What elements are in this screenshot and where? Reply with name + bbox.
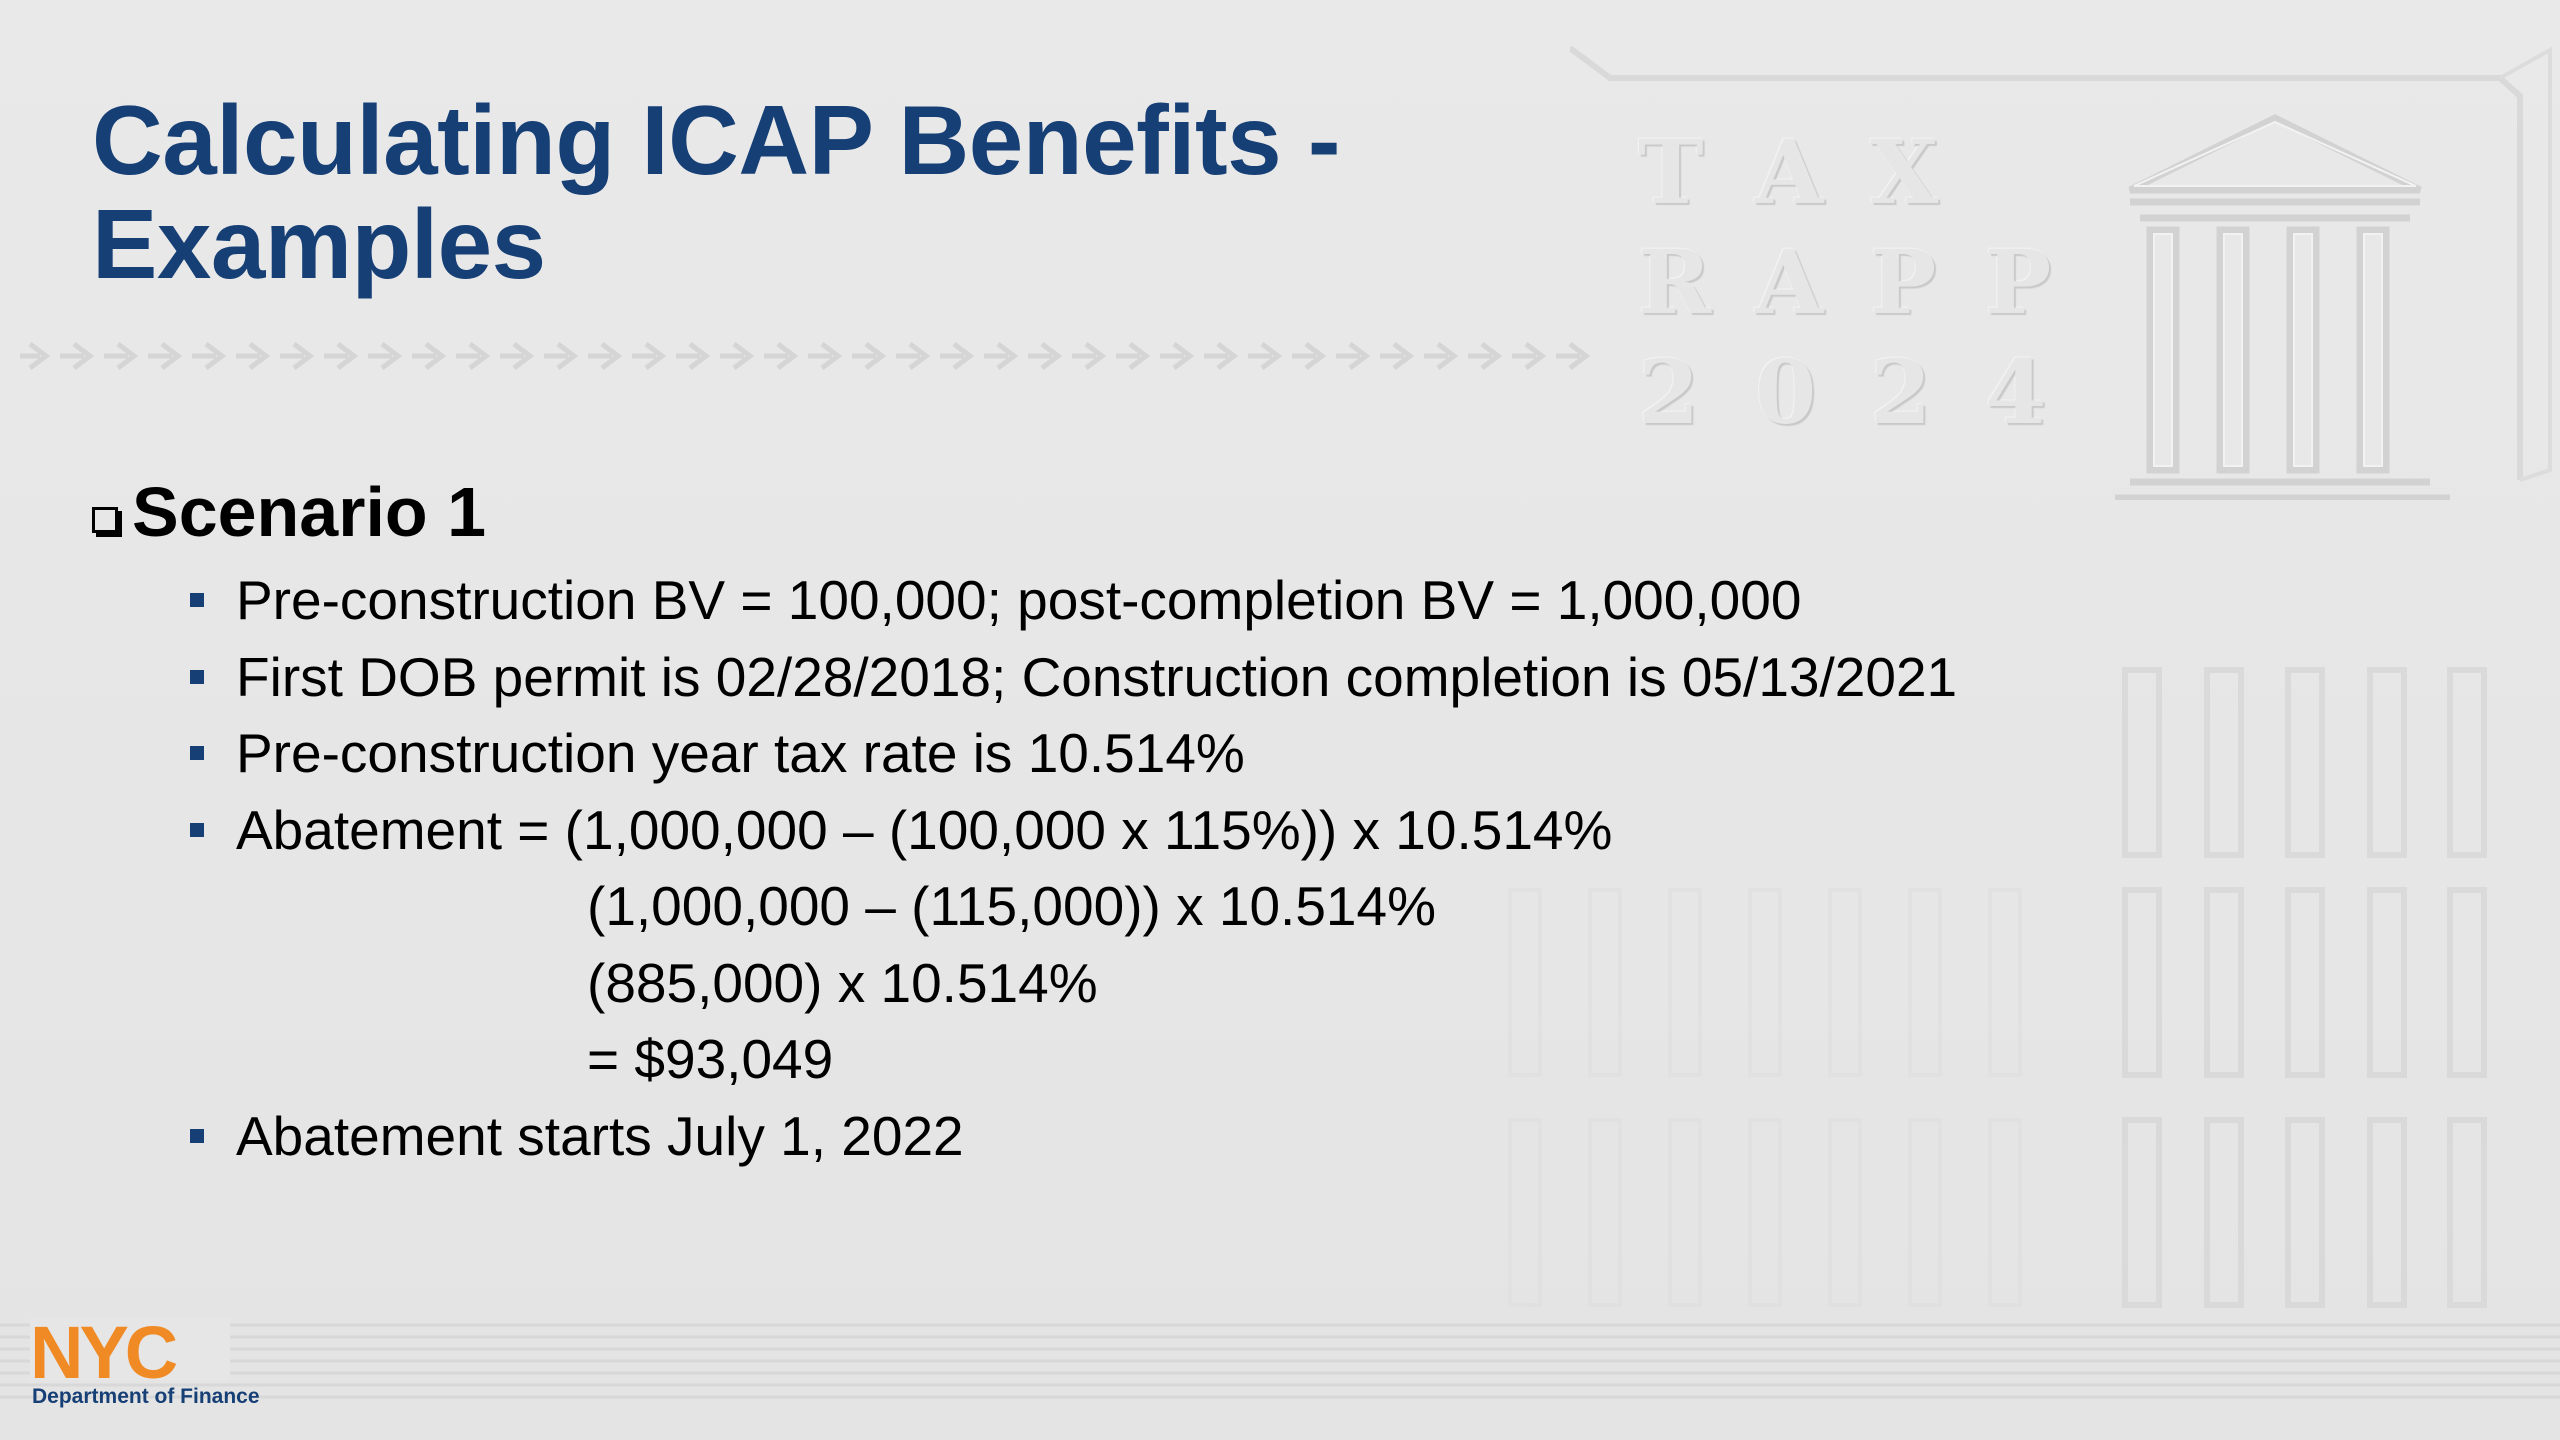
watermark-letter: A — [1755, 120, 1824, 224]
calculation-step-text: = $93,049 — [587, 1028, 834, 1091]
tax-rapp-2024-watermark — [1570, 40, 2560, 500]
watermark-letter: P — [1985, 230, 2052, 334]
watermark-letter: R — [1638, 230, 1712, 334]
courthouse-icon — [2110, 110, 2470, 500]
square-bullet-icon — [190, 746, 204, 760]
calculation-step-text: (1,000,000 – (115,000)) x 10.514% — [587, 875, 1437, 938]
list-item-text: First DOB permit is 02/28/2018; Construction completion is 05/13/2021 — [236, 645, 1958, 708]
calculation-step — [190, 1021, 2190, 1098]
calculation-step — [190, 945, 2190, 1022]
department-name: Department of Finance — [32, 1385, 260, 1408]
square-bullet-icon — [190, 593, 204, 607]
watermark-letter: 2 — [1870, 340, 1932, 444]
list-item-text: Pre-construction year tax rate is 10.514% — [236, 722, 1245, 785]
calculation-step — [190, 868, 2190, 945]
square-bullet-icon — [190, 823, 204, 837]
watermark-letter: 0 — [1755, 340, 1817, 444]
nyc-logo-mark: NYC — [30, 1318, 175, 1394]
slide-title: Calculating ICAP Benefits - Examples — [92, 85, 1341, 299]
hollow-square-bullet-icon — [92, 507, 118, 533]
scenario-heading-text: Scenario 1 — [132, 473, 487, 551]
watermark-letter: T — [1638, 120, 1704, 224]
list-item — [190, 562, 2190, 639]
watermark-letter: 4 — [1985, 340, 2047, 444]
scenario-heading — [92, 472, 486, 552]
square-bullet-icon — [190, 670, 204, 684]
square-bullet-icon — [190, 1129, 204, 1143]
list-item-text: Pre-construction BV = 100,000; post-completion BV = 1,000,000 — [236, 569, 1802, 632]
watermark-letter: 2 — [1638, 340, 1700, 444]
list-item — [190, 1098, 2190, 1175]
watermark-letter: P — [1870, 230, 1937, 334]
footer-stripes — [0, 1320, 2560, 1410]
list-item — [190, 639, 2190, 716]
list-item — [190, 715, 2190, 792]
watermark-letter: A — [1755, 230, 1824, 334]
watermark-letter: X — [1870, 120, 1939, 224]
list-item-text: Abatement = (1,000,000 – (100,000 x 115%)) x 10.514% — [236, 798, 1613, 861]
list-item — [190, 792, 2190, 869]
scenario-details-list — [190, 562, 2190, 1174]
chevron-divider — [20, 336, 1620, 376]
list-item-text: Abatement starts July 1, 2022 — [236, 1104, 964, 1167]
calculation-step-text: (885,000) x 10.514% — [587, 951, 1098, 1014]
